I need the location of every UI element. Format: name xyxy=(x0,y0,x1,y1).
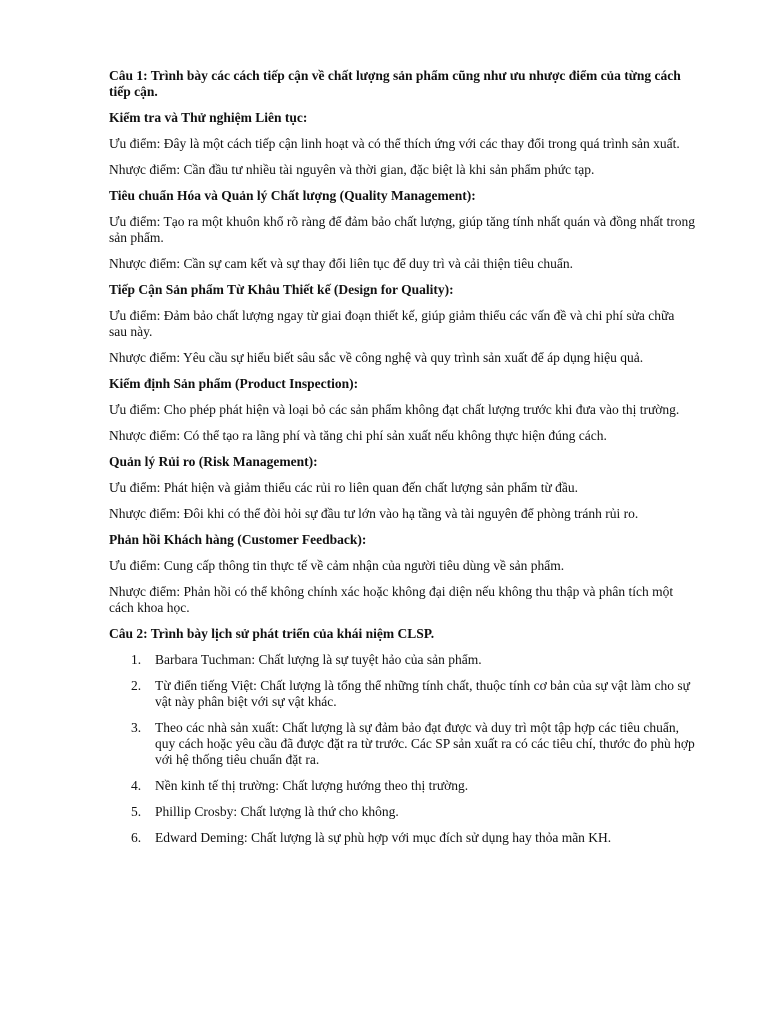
list-number: 2. xyxy=(131,678,142,693)
list-item xyxy=(109,830,695,846)
section-advantage: Ưu điểm: Cho phép phát hiện và loại bỏ các sản phẩm không đạt chất lượng trước khi đưa vào thị trường. xyxy=(109,402,680,417)
section-5 xyxy=(109,454,695,522)
question-1-heading: Câu 1: Trình bày các cách tiếp cận về chất lượng sản phẩm cũng như ưu nhược điểm của từng cách tiếp cận. xyxy=(109,68,681,99)
section-disadvantage: Nhược điểm: Cần sự cam kết và sự thay đổi liên tục để duy trì và cải thiện tiêu chuẩn. xyxy=(109,256,573,271)
list-item xyxy=(109,678,695,710)
section-title: Tiếp Cận Sản phẩm Từ Khâu Thiết kế (Design for Quality): xyxy=(109,282,454,297)
section-disadvantage: Nhược điểm: Có thể tạo ra lãng phí và tăng chi phí sản xuất nếu không thực hiện đúng cách. xyxy=(109,428,607,443)
section-advantage: Ưu điểm: Phát hiện và giảm thiểu các rủi ro liên quan đến chất lượng sản phẩm từ đầu. xyxy=(109,480,578,495)
section-4 xyxy=(109,376,695,444)
list-item xyxy=(109,720,695,768)
list-item-text: Edward Deming: Chất lượng là sự phù hợp với mục đích sử dụng hay thỏa mãn KH. xyxy=(155,830,612,845)
section-disadvantage: Nhược điểm: Đôi khi có thể đòi hỏi sự đầu tư lớn vào hạ tầng và tài nguyên để phòng tránh rủi ro. xyxy=(109,506,639,521)
section-advantage: Ưu điểm: Đảm bảo chất lượng ngay từ giai đoạn thiết kế, giúp giảm thiểu các vấn đề và chi phí sửa chữa sau này. xyxy=(109,308,675,339)
section-disadvantage: Nhược điểm: Phản hồi có thể không chính xác hoặc không đại diện nếu không thu thập và phân tích một cách khoa học. xyxy=(109,584,674,615)
section-title: Quản lý Rủi ro (Risk Management): xyxy=(109,454,318,469)
section-advantage: Ưu điểm: Cung cấp thông tin thực tế về cảm nhận của người tiêu dùng về sản phẩm. xyxy=(109,558,565,573)
list-item xyxy=(109,778,695,794)
list-item-text: Từ điển tiếng Việt: Chất lượng là tổng thể những tính chất, thuộc tính cơ bản của sự vật làm cho sự vật này phân biệt với sự vật khác. xyxy=(155,678,690,709)
list-item-text: Theo các nhà sản xuất: Chất lượng là sự đảm bảo đạt được và duy trì một tập hợp các tiêu chuẩn, quy cách hoặc yêu cầu đã được đặt ra từ trước. Các SP sản xuất ra có các tiêu chí, thước đo phù hợp với hệ thống tiêu chuẩn đặt ra. xyxy=(155,720,695,767)
section-advantage: Ưu điểm: Tạo ra một khuôn khổ rõ ràng để đảm bảo chất lượng, giúp tăng tính nhất quán và đồng nhất trong sản phẩm. xyxy=(109,214,695,245)
question-2-heading: Câu 2: Trình bày lịch sử phát triển của khái niệm CLSP. xyxy=(109,626,435,641)
section-title: Kiểm tra và Thử nghiệm Liên tục: xyxy=(109,110,308,125)
list-number: 1. xyxy=(131,652,142,667)
section-3 xyxy=(109,282,695,366)
list-number: 6. xyxy=(131,830,142,845)
history-list xyxy=(109,652,695,846)
section-1 xyxy=(109,110,695,178)
section-6 xyxy=(109,532,695,616)
section-title: Tiêu chuẩn Hóa và Quản lý Chất lượng (Quality Management): xyxy=(109,188,476,203)
section-disadvantage: Nhược điểm: Yêu cầu sự hiểu biết sâu sắc về công nghệ và quy trình sản xuất để áp dụng hiệu quả. xyxy=(109,350,644,365)
list-item-text: Nền kinh tế thị trường: Chất lượng hướng theo thị trường. xyxy=(155,778,469,793)
list-item-text: Phillip Crosby: Chất lượng là thứ cho không. xyxy=(155,804,399,819)
document-body xyxy=(109,68,695,856)
list-item xyxy=(109,804,695,820)
list-number: 4. xyxy=(131,778,142,793)
section-title: Kiểm định Sản phẩm (Product Inspection): xyxy=(109,376,359,391)
list-number: 3. xyxy=(131,720,142,735)
section-advantage: Ưu điểm: Đây là một cách tiếp cận linh hoạt và có thể thích ứng với các thay đổi trong quá trình sản xuất. xyxy=(109,136,680,151)
section-disadvantage: Nhược điểm: Cần đầu tư nhiều tài nguyên và thời gian, đặc biệt là khi sản phẩm phức tạp. xyxy=(109,162,595,177)
list-item-text: Barbara Tuchman: Chất lượng là sự tuyệt hảo của sản phẩm. xyxy=(155,652,482,667)
list-number: 5. xyxy=(131,804,142,819)
section-2 xyxy=(109,188,695,272)
list-item xyxy=(109,652,695,668)
section-title: Phản hồi Khách hàng (Customer Feedback): xyxy=(109,532,367,547)
